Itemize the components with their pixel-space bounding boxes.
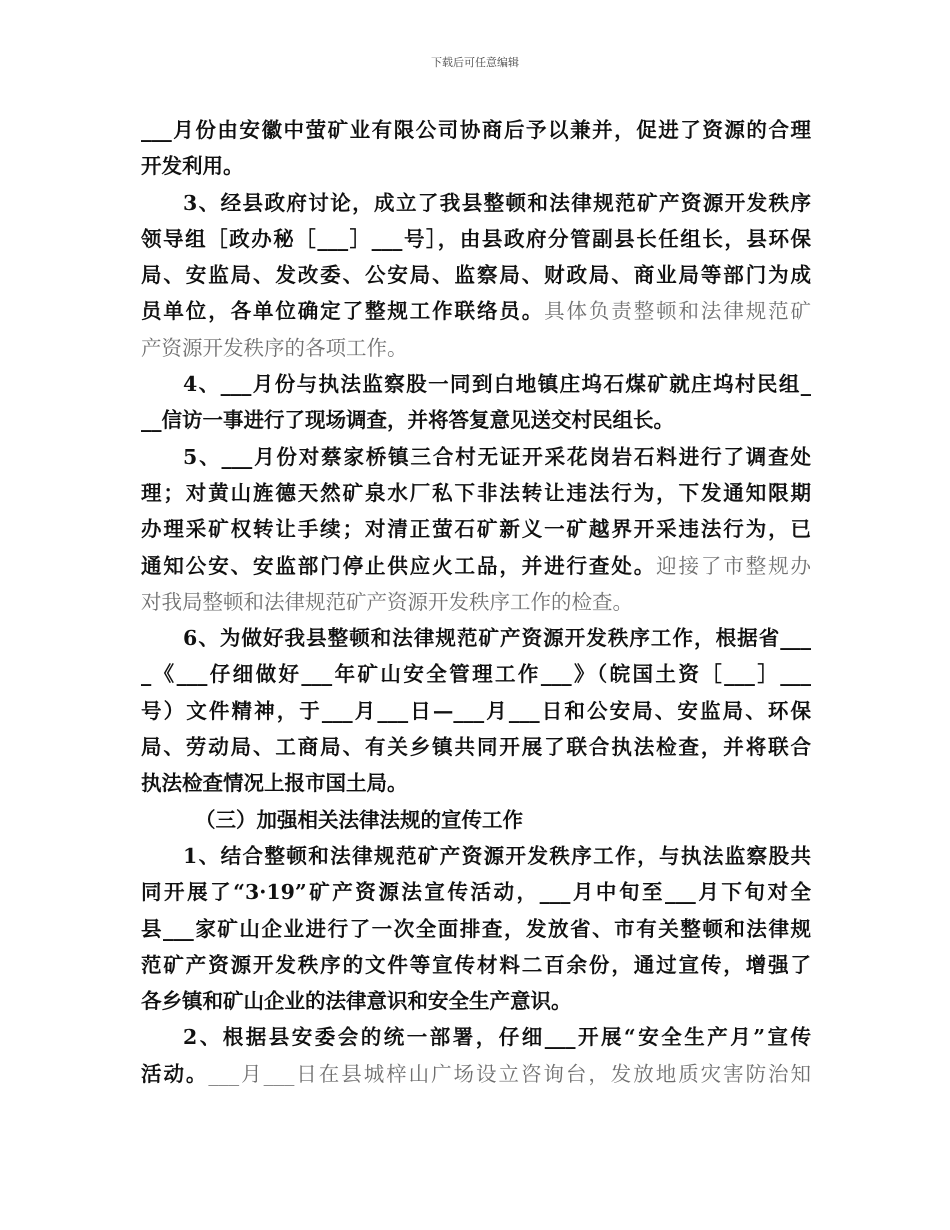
text-line xyxy=(141,330,811,366)
text-line xyxy=(141,693,811,729)
text-line xyxy=(141,293,811,329)
text-line xyxy=(141,620,811,656)
text-line xyxy=(141,185,811,221)
text-line xyxy=(141,402,811,438)
text-line xyxy=(141,148,811,184)
text-line xyxy=(141,548,811,584)
text-span: 局、劳动局、工商局、有关乡镇共同开展了联合执法检查，并将联合 xyxy=(141,735,811,760)
text-span: 县___家矿山企业进行了一次全面排查，发放省、市有关整顿和法律规 xyxy=(141,916,811,941)
text-line xyxy=(141,1019,811,1055)
text-line xyxy=(141,257,811,293)
text-span: 号）文件精神，于___月___日—___月___日和公安局、安监局、环保 xyxy=(141,698,811,723)
text-line xyxy=(141,656,811,692)
text-span: 局、安监局、发改委、公安局、监察局、财政局、商业局等部门为成 xyxy=(141,263,811,288)
text-span: __信访一事进行了现场调查，并将答复意见送交村民组长。 xyxy=(141,408,674,433)
text-span: 4、___月份与执法监察股一同到白地镇庄坞石煤矿就庄坞村民组_ xyxy=(183,372,811,397)
text-span: 1、结合整顿和法律规范矿产资源开发秩序工作，与执法监察股共 xyxy=(183,843,811,868)
text-line xyxy=(141,584,811,620)
text-line xyxy=(141,983,811,1019)
text-line xyxy=(141,511,811,547)
text-line xyxy=(141,221,811,257)
text-span: ___月___日在县城梓山广场设立咨询台，发放地质灾害防治知 xyxy=(208,1061,812,1086)
text-span: 同开展了“3·19”矿产资源法宣传活动，___月中旬至___月下旬对全 xyxy=(141,880,811,905)
text-line xyxy=(141,475,811,511)
text-span: ___月份由安徽中萤矿业有限公司协商后予以兼并，促进了资源的合理 xyxy=(141,118,811,142)
text-span: 理；对黄山旌德天然矿泉水厂私下非法转让违法行为，下发通知限期 xyxy=(141,480,811,505)
text-span: 3、经县政府讨论，成立了我县整顿和法律规范矿产资源开发秩序 xyxy=(183,190,811,215)
text-span: 对我局整顿和法律规范矿产资源开发秩序工作的检查。 xyxy=(141,589,633,614)
text-span: 6、为做好我县整顿和法律规范矿产资源开发秩序工作，根据省___ xyxy=(183,626,811,651)
text-span: 各乡镇和矿山企业的法律意识和安全生产意识。 xyxy=(141,989,572,1014)
text-line xyxy=(141,838,811,874)
text-span: 活动。 xyxy=(141,1061,209,1086)
text-line xyxy=(141,765,811,801)
text-line xyxy=(141,439,811,475)
text-line xyxy=(141,112,811,148)
text-line xyxy=(141,366,811,402)
text-span: 产资源开发秩序的各项工作。 xyxy=(141,335,408,360)
text-span: 通知公安、安监部门停止供应火工品，并进行查处。 xyxy=(141,553,657,578)
text-span: （三）加强相关法律法规的宣传工作 xyxy=(195,807,523,832)
text-line xyxy=(141,911,811,947)
text-line xyxy=(141,729,811,765)
text-span: 5、___月份对蔡家桥镇三合村无证开采花岗岩石料进行了调查处 xyxy=(183,444,811,469)
text-span: 领导组［政办秘［___］___号］，由县政府分管副县长任组长，县环保 xyxy=(141,226,811,251)
text-span: 执法检查情况上报市国土局。 xyxy=(141,771,408,796)
text-line xyxy=(141,947,811,983)
text-span: 迎接了市整规办 xyxy=(656,553,812,578)
text-line xyxy=(141,1056,811,1092)
text-span: 范矿产资源开发秩序的文件等宣传材料二百余份，通过宣传，增强了 xyxy=(141,952,811,977)
text-span: 办理采矿权转让手续；对清正萤石矿新义一矿越界开采违法行为，已 xyxy=(141,517,811,542)
document-body xyxy=(141,112,811,1092)
text-line xyxy=(141,874,811,910)
text-span: _《___仔细做好___年矿山安全管理工作___》（皖国土资［___］___ xyxy=(141,662,811,687)
text-span: 具体负责整顿和法律规范矿 xyxy=(544,299,812,324)
text-span: 2、根据县安委会的统一部署，仔细___开展“安全生产月”宣传 xyxy=(183,1025,811,1050)
section-heading xyxy=(141,802,811,838)
text-span: 开发利用。 xyxy=(141,154,244,179)
text-span: 员单位，各单位确定了整规工作联络员。 xyxy=(141,299,545,324)
page-header: 下载后可任意编辑 xyxy=(431,56,519,69)
